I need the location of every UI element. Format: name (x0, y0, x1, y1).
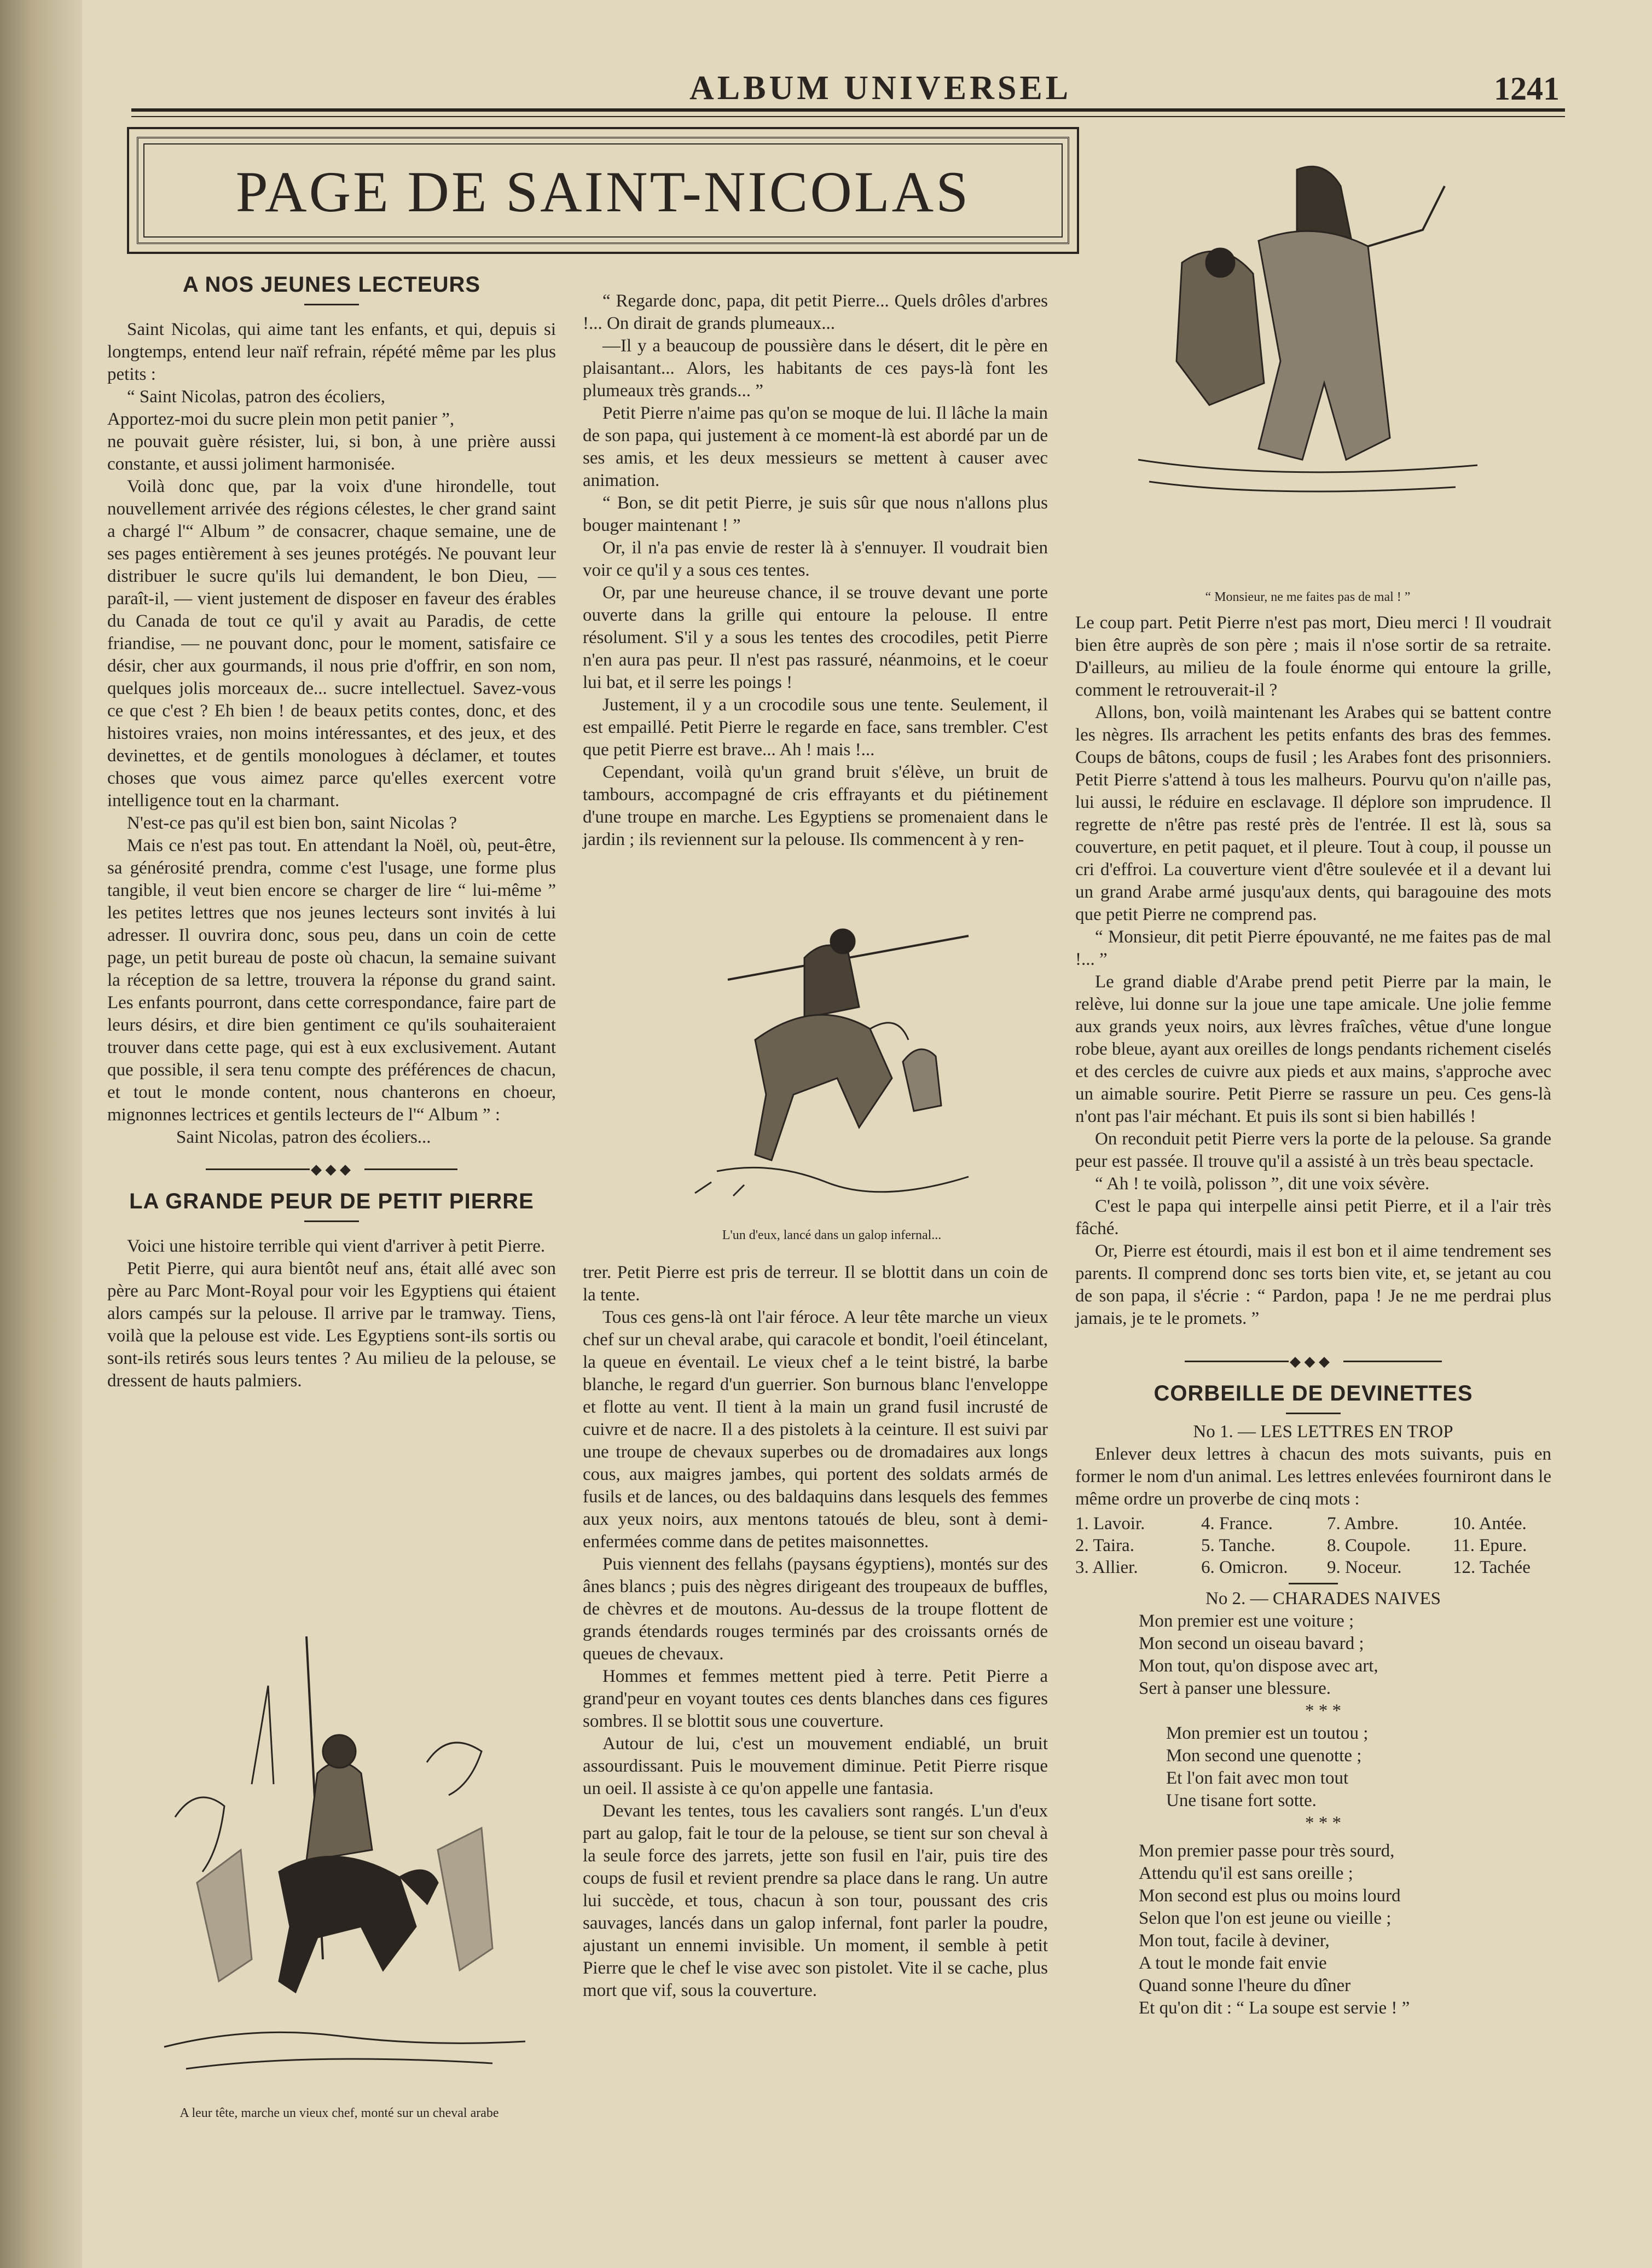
column-1 (107, 274, 556, 1392)
illustration-caption: “ Monsieur, ne me faites pas de mal ! ” (1205, 590, 1411, 604)
column-2-continued (583, 1262, 1048, 2002)
riddle-title-2: No 2. — CHARADES NAIVES (1205, 1589, 1441, 1609)
riddle-word-list (1075, 1513, 1551, 1578)
list-item: 3. Allier. (1075, 1558, 1138, 1577)
list-item: 6. Omicron. (1201, 1558, 1288, 1577)
publication-title: ALBUM UNIVERSEL (689, 70, 1072, 107)
paragraph: Autour de lui, c'est un mouvement endiablé, un bruit assourdissant. Puis le mouvement diminue. Petit Pierre risque un oeil. Il assiste à ce qu'on appelle une fantasia. (583, 1734, 1048, 1798)
charade-line: Mon second est plus ou moins lourd (1139, 1886, 1401, 1906)
paragraph: On reconduit petit Pierre vers la porte de la pelouse. Sa grande peur est passée. Il trouve qu'il a assisté à un très beau spectacle. (1075, 1129, 1551, 1171)
paragraph: Allons, bon, voilà maintenant les Arabes qui se battent contre les nègres. Ils arrachent les petits enfants des bras des femmes. Coups de bâtons, coups de fusil ; les Arabes font des prisonniers. Petit Pierre s'attend à tous les malheurs. Pourvu qu'on n'aille pas, lui aussi, le réduire en esclavage. Il déplore son imprudence. Il regrette de n'être pas resté près de l'entrée. Il est là, sous sa couverture, en petit paquet, et il pleure. Tout à coup, il pousse un cri d'effroi. La couverture vient d'être soulevée et il a devant lui un grand Arabe armé jusqu'aux dents, qui baragouine des mots que petit Pierre ne comprend pas. (1075, 703, 1551, 924)
paragraph: Voici une histoire terrible qui vient d'arriver à petit Pierre. (127, 1236, 546, 1256)
page-header (131, 66, 1565, 109)
riddle-instructions: Enlever deux lettres à chacun des mots suivants, puis en former le nom d'un animal. Les lettres enlevées fourniront dans le même ordre un proverbe de cinq mots : (1075, 1444, 1551, 1509)
paragraph: Le grand diable d'Arabe prend petit Pierre par la main, le relève, lui donne sur la joue une tape amicale. Une jolie femme aux grands yeux noirs, aux lèvres fraîches, vêtue d'une longue robe bleue, ayant aux oreilles de longs pendants richement ciselés et des cercles de cuivre aux pieds et aux mains, s'approche avec un aimable sourire. Petit Pierre se rassure un peu. Ces gens-là n'ont pas l'air méchant. Et puis ils sont si bien habillés ! (1075, 972, 1551, 1126)
paragraph: Puis viennent des fellahs (paysans égyptiens), montés sur des ânes blancs ; puis des nègres dirigeant des troupeaux de buffles, de chèvres et de moutons. Au-dessus de la troupe flottent de grands étendards rouges terminés par des croissants ornés de queues de chevaux. (583, 1554, 1048, 1664)
charade-line: Attendu qu'il est sans oreille ; (1139, 1864, 1353, 1883)
list-item: 11. Epure. (1453, 1536, 1527, 1555)
charade-line: A tout le monde fait envie (1139, 1953, 1327, 1973)
article-heading-devinettes: CORBEILLE DE DEVINETTES (1153, 1381, 1473, 1405)
paragraph: Le coup part. Petit Pierre n'est pas mort, Dieu merci ! Il voudrait bien être auprès de son père ; mais il n'ose sortir de sa retraite. D'ailleurs, au milieu de la foule énorme qui entoure la grille, comment le retrouverait-il ? (1075, 613, 1551, 700)
paragraph: Devant les tentes, tous les cavaliers sont rangés. L'un d'eux part au galop, fait le tour de la pelouse, se tient sur son cheval à la seule force des jarrets, jette son fusil en l'air, puis tire des coups de fusil et revient prendre sa place dans le rang. Un autre lui succède, et tous, chacun à son tour, poussant des cris sauvages, lancés dans un galop infernal, font parler la poudre, ajustant un ennemi invisible. Un moment, il semble à petit Pierre que le chef le vise avec son pistolet. Vite il se cache, plus mort que vif, sous la couverture. (583, 1801, 1048, 2000)
riddle-title-1: No 1. — LES LETTRES EN TROP (1193, 1422, 1453, 1442)
charade-line: Selon que l'on est jeune ou vieille ; (1139, 1908, 1392, 1928)
page-number: 1241 (1494, 71, 1560, 107)
list-item: 8. Coupole. (1327, 1536, 1411, 1555)
charade-line: Mon tout, facile à deviner, (1139, 1931, 1330, 1951)
article-heading-jeunes-lecteurs: A NOS JEUNES LECTEURS (182, 273, 481, 297)
illustration-caption: L'un d'eux, lancé dans un galop infernal... (722, 1228, 942, 1242)
column-2 (583, 290, 1048, 851)
list-item: 10. Antée. (1453, 1514, 1527, 1534)
paragraph: “ Regarde donc, papa, dit petit Pierre... Quels drôles d'arbres !... On dirait de grands plumeaux... (583, 291, 1048, 333)
charade-line: Mon premier passe pour très sourd, (1139, 1841, 1395, 1861)
column-3 (1075, 612, 1551, 2020)
paragraph: trer. Petit Pierre est pris de terreur. Il se blottit dans un coin de la tente. (583, 1263, 1048, 1305)
ornament-divider-icon: ◆ ◆ ◆ (1075, 1351, 1551, 1373)
paragraph: Voilà donc que, par la voix d'une hirondelle, tout nouvellement arrivée des régions célestes, le cher grand saint a chargé l'“ Album ” de consacrer, chaque semaine, une de ses pages entièrement à ses jeunes protégés. Ne pouvant leur distribuer le sucre qu'ils lui demandent, le bon Dieu, — paraît-il, — vient justement de disposer en faveur des érables du Canada de tout ce qu'il y avait au Paradis, de cette friandise, — ne pouvant donc, pour le moment, satisfaire ce désir, cher aux gourmands, il nous prie d'offrir, en son nom, quelques jolis morceaux de... sucre intellectuel. Savez-vous ce que c'est ? Eh bien ! de beaux petits contes, donc, et des histoires vraies, non moins intéressantes, et des jeux, et des devinettes, et de gentils monologues à déclamer, et toutes choses que vous aimez parce qu'elles exercent votre intelligence tout en la charmant. (107, 477, 556, 811)
paragraph: Saint Nicolas, qui aime tant les enfants, et qui, depuis si longtemps, entend leur naïf refrain, répété même par les plus petits : (107, 320, 556, 384)
paragraph: “ Monsieur, dit petit Pierre épouvanté, ne me faites pas de mal !... ” (1075, 927, 1551, 969)
illustration-chief-on-horse (142, 1620, 536, 2120)
section-banner (127, 127, 1079, 254)
paragraph: Or, par une heureuse chance, il se trouve devant une porte ouverte dans la grille qui entoure la pelouse. Il entre résolument. S'il y a sous les tentes des crocodiles, petit Pierre n'en aura pas peur. Il n'est pas rassuré, néanmoins, et le coeur lui bat, et il serre les poings ! (583, 583, 1048, 692)
charade-line: Mon premier est un toutou ; (1166, 1723, 1369, 1743)
separator-stars: * * * (1305, 1701, 1341, 1721)
charade-line: Mon premier est une voiture ; (1139, 1611, 1354, 1631)
header-rule (131, 108, 1565, 112)
paragraph: Or, Pierre est étourdi, mais il est bon et il aime tendrement ses parents. Il comprend donc ses torts bien vite, et, se jetant au cou de son papa, il s'écrie : “ Pardon, papa ! Je ne me perdrai plus jamais, je te le promets. ” (1075, 1241, 1551, 1328)
list-item: 1. Lavoir. (1075, 1514, 1145, 1534)
paragraph: Or, il n'a pas envie de rester là à s'ennuyer. Il voudrait bien voir ce qu'il y a sous ces tentes. (583, 538, 1048, 580)
charade-line: Et l'on fait avec mon tout (1166, 1768, 1349, 1788)
list-item: 2. Taira. (1075, 1536, 1134, 1555)
paragraph: Cependant, voilà qu'un grand bruit s'élève, un bruit de tambours, accompagné de cris effrayants et du piétinement d'une troupe en marche. Les Egyptiens se promenaient dans le jardin ; ils reviennent sur la pelouse. Ils commencent à y ren- (583, 762, 1048, 849)
page-gutter-shadow (0, 0, 82, 2268)
charade-line: Une tisane fort sotte. (1166, 1791, 1317, 1810)
section-title: PAGE DE SAINT-NICOLAS (235, 160, 971, 224)
charade-line: Mon second une quenotte ; (1166, 1746, 1362, 1766)
illustration-arab-with-child (1116, 153, 1499, 604)
paragraph: Justement, il y a un crocodile sous une tente. Seulement, il est empaillé. Petit Pierre le regarde en face, sans trembler. C'est que petit Pierre est brave... Ah ! mais !... (583, 695, 1048, 760)
separator-stars: * * * (1305, 1813, 1341, 1833)
charade-line: Mon second un oiseau bavard ; (1139, 1634, 1364, 1653)
list-item: 12. Tachée (1453, 1558, 1531, 1577)
quote: “ Saint Nicolas, patron des écoliers, Apportez-moi du sucre plein mon petit panier ”, (107, 387, 455, 429)
illustration-caption: A leur tête, marche un vieux chef, monté sur un cheval arabe (179, 2106, 499, 2120)
illustration-galloping-rider (662, 898, 1001, 1242)
paragraph: C'est le papa qui interpelle ainsi petit Pierre, et il a l'air très fâché. (1075, 1196, 1551, 1239)
paragraph: Mais ce n'est pas tout. En attendant la Noël, où, peut-être, sa générosité prendra, comme c'est l'usage, une forme plus tangible, il veut bien encore se charger de lire “ lui-même ” les petites lettres que nos jeunes lecteurs sont invités à lui adresser. Il ouvrira donc, sous peu, dans un coin de cette page, un petit bureau de poste où chacun, la semaine suivant la réception de sa lettre, trouvera la réponse du grand saint. Les enfants pourront, dans cette correspondance, faire part de leurs désirs, et dire bien gentiment ce qu'ils souhaiteraient trouver dans cette page, qui est à eux exclusivement. Autant que possible, il sera tenu compte des préférences de chacun, et tout le monde content, nous chanterons en choeur, mignonnes lectrices et gentils lecteurs de l'“ Album ” : (107, 836, 556, 1125)
charade-line: Sert à panser une blessure. (1139, 1679, 1331, 1698)
list-item: 9. Noceur. (1327, 1558, 1402, 1577)
paragraph: “ Bon, se dit petit Pierre, je suis sûr que nous n'allons plus bouger maintenant ! ” (583, 493, 1048, 535)
paragraph: N'est-ce pas qu'il est bien bon, saint Nicolas ? (127, 813, 457, 833)
paragraph: —Il y a beaucoup de poussière dans le désert, dit le père en plaisantant... Alors, les habitants de ces pays-là font les plumeaux très grands... ” (583, 336, 1048, 401)
quote: Saint Nicolas, patron des écoliers... (176, 1127, 431, 1147)
charade-line: Mon tout, qu'on dispose avec art, (1139, 1656, 1378, 1676)
paragraph: Tous ces gens-là ont l'air féroce. A leur tête marche un vieux chef sur un cheval arabe, qui caracole et bondit, l'oeil étincelant, la queue en éventail. Le vieux chef a le teint bistré, la barbe blanche, le regard d'un guerrier. Son burnous blanc l'enveloppe et flotte au vent. Il tient à la main un grand fusil incrusté de cuivre et de nacre. Il a des pistolets à la ceinture. Il est suivi par une troupe de chevaux superbes ou de dromadaires aux longs cous, aux maigres jambes, qui portent des soldats armés de fusils et de lances, ou des baldaquins dans lesquels des femmes aux yeux noirs, aux mentons tatoués de bleu, sont à demi-enfermées comme dans de petites maisonnettes. (583, 1307, 1048, 1552)
charade-line: Quand sonne l'heure du dîner (1139, 1976, 1351, 1995)
list-item: 5. Tanche. (1201, 1536, 1276, 1555)
paragraph: “ Ah ! te voilà, polisson ”, dit une voix sévère. (1095, 1174, 1430, 1194)
ornament-divider-icon: ◆ ◆ ◆ (107, 1159, 556, 1181)
paragraph: ne pouvait guère résister, lui, si bon, à une prière aussi constante, et aussi joliment harmonisée. (107, 432, 556, 474)
paragraph: Hommes et femmes mettent pied à terre. Petit Pierre a grand'peur en voyant toutes ces dents blanches dans ces figures sombres. Il se blottit sous une couverture. (583, 1667, 1048, 1731)
charade-line: Et qu'on dit : “ La soupe est servie ! ” (1139, 1998, 1410, 2018)
paragraph: Petit Pierre, qui aura bientôt neuf ans, était allé avec son père au Parc Mont-Royal pour voir les Egyptiens qui étaient alors campés sur la pelouse. Il arrive par le tramway. Tiens, voilà que la pelouse est vide. Les Egyptiens sont-ils sortis ou sont-ils retirés sous leurs tentes ? Au milieu de la pelouse, se dressent de hauts palmiers. (107, 1259, 556, 1391)
article-heading-grande-peur: LA GRANDE PEUR DE PETIT PIERRE (129, 1189, 534, 1213)
header-rule-thin (131, 116, 1565, 117)
list-item: 4. France. (1201, 1514, 1273, 1534)
list-item: 7. Ambre. (1327, 1514, 1399, 1534)
paragraph: Petit Pierre n'aime pas qu'on se moque de lui. Il lâche la main de son papa, qui justement à ce moment-là est abordé par un de ses amis, et les deux messieurs se mettent à causer avec animation. (583, 403, 1048, 490)
